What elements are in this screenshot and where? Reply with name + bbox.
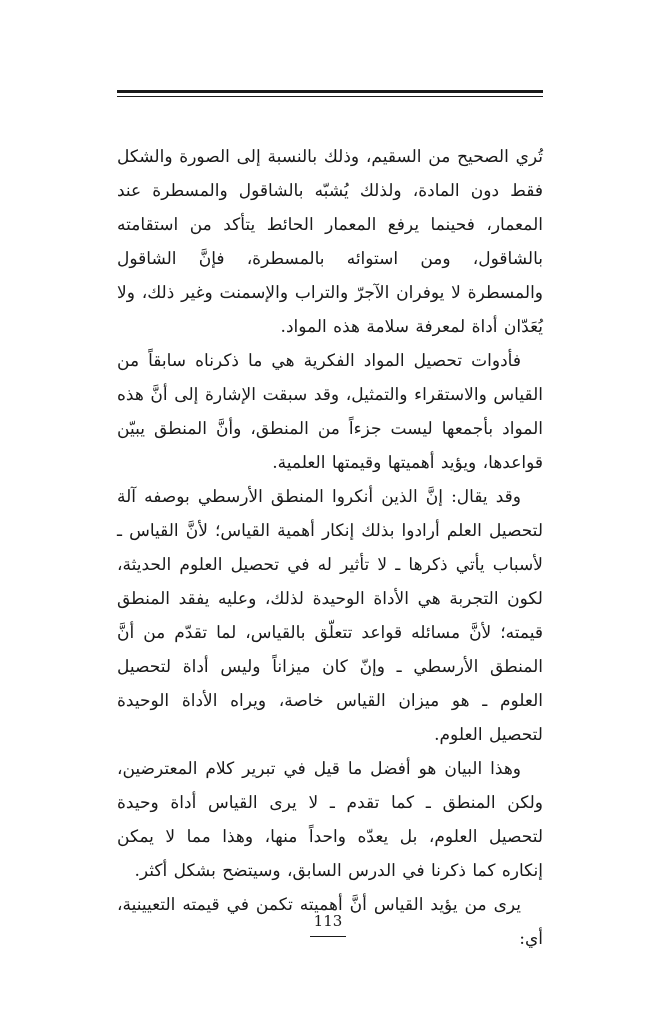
paragraph-1: تُري الصحيح من السقيم، وذلك بالنسبة إلى الصورة والشكل فقط دون المادة، ولذلك يُشبّه بالشاقول والمسطرة عند المعمار، فحينما يرفع المعمار الحائط يتأكد من استقامته بالشاقول، ومن استوائه بالمسطرة، فإنَّ الشاقول والمسطرة لا يوفران الآجرّ والتراب والإسمنت وغير ذلك، ولا يُعَدّان أداة لمعرفة سلامة هذه المواد.	[117, 147, 543, 337]
paragraph-3: وقد يقال: إنَّ الذين أنكروا المنطق الأرسطي بوصفه آلة لتحصيل العلم أرادوا بذلك إنكار أهمية القياس؛ لأنَّ القياس ـ لأسباب يأتي ذكرها ـ لا تأثير له في تحصيل العلوم الحديثة، لكون التجربة هي الأداة الوحيدة لذلك، وعليه يفقد المنطق قيمته؛ لأنَّ مسائله قواعد تتعلّق بالقياس، لما تقدّم من أنَّ المنطق الأرسطي ـ وإنّ كان ميزاناً وليس أداة لتحصيل العلوم ـ هو ميزان القياس خاصة، ويراه الأداة الوحيدة لتحصيل العلوم.	[117, 487, 543, 745]
header-rule-thin	[117, 96, 543, 97]
paragraph-5: يرى من يؤيد القياس أنَّ أهميته تكمن في قيمته التعيينية، أي:	[117, 895, 543, 949]
paragraph-2: فأدوات تحصيل المواد الفكرية هي ما ذكرناه سابقاً من القياس والاستقراء والتمثيل، وقد سبقت الإشارة إلى أنَّ هذه المواد بأجمعها ليست جزءاً من المنطق، وأنَّ المنطق يبيّن قواعدها، ويؤيد أهميتها وقيمتها العلمية.	[117, 351, 543, 473]
header-rule-thick	[117, 90, 543, 93]
paragraph-4: وهذا البيان هو أفضل ما قيل في تبرير كلام المعترضين، ولكن المنطق ـ كما تقدم ـ لا يرى القياس أداة وحيدة لتحصيل العلوم، بل يعدّه واحداً منها، وهذا مما لا يمكن إنكاره كما ذكرنا في الدرس السابق، وسيتضح بشكل أكثر.	[117, 759, 543, 881]
page-number-underline	[310, 936, 346, 937]
page-number: 113	[313, 912, 343, 930]
body-text	[117, 140, 543, 956]
